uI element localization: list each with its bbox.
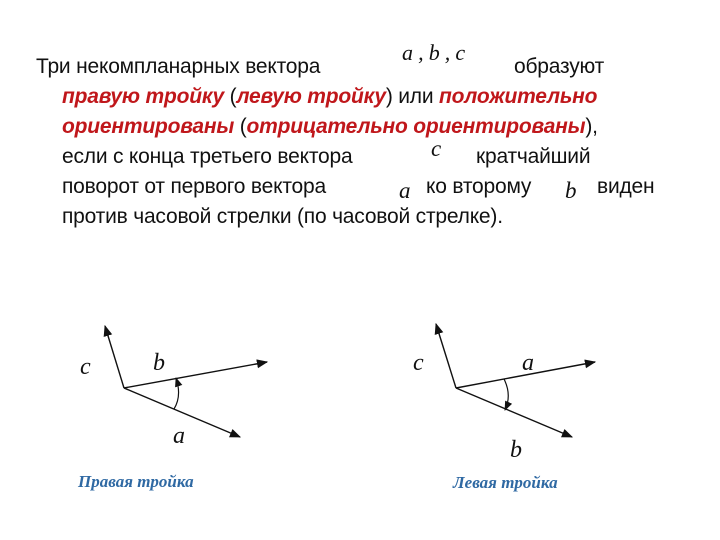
paren-close-comma: ), [585,115,598,138]
rotation-arc-clockwise [504,379,508,410]
vector-c-arrow [436,324,456,388]
right-triple-term: правую тройку [62,85,225,108]
left-label-a: a [522,350,534,376]
right-label-c: c [80,354,91,380]
paren-open-1: ( [229,85,237,108]
intro-text: Три некомпланарных вектора [36,55,321,78]
line5-text-a: поворот от первого вектора [62,175,326,198]
var-a: a [399,178,411,203]
paren-open-2: ( [239,115,247,138]
negative-term: отрицательно ориентированы [246,115,586,138]
line5-text-b: ко второму [426,175,532,198]
right-label-a: a [173,423,185,449]
right-triple-diagram [105,326,267,437]
left-triple-diagram [436,324,595,437]
left-label-b: b [510,437,522,463]
line5-text-c: виден [597,175,655,198]
vector-c-arrow [105,326,124,388]
left-triple-term: левую тройку [236,85,386,108]
vector-b-arrow [456,388,572,437]
line6-text: против часовой стрелки (по часовой стрелке). [62,205,503,228]
positive-term-part-1: положительно [439,85,598,108]
left-triple-caption: Левая тройка [453,473,558,492]
right-triple-caption: Правая тройка [78,472,194,491]
verb-text: образуют [514,55,605,78]
var-c: c [431,136,442,161]
positive-term-part-2: ориентированы [62,115,235,138]
vector-list: a , b , c [402,40,465,65]
line4-text-b: кратчайший [476,145,591,168]
line4-text-a: если с конца третьего вектора [62,145,353,168]
right-label-b: b [153,350,165,376]
paren-close-or: ) или [385,85,434,108]
vector-b-arrow [124,362,267,388]
rotation-arc-counterclockwise [174,378,179,409]
var-b: b [565,178,577,203]
left-label-c: c [413,350,424,376]
